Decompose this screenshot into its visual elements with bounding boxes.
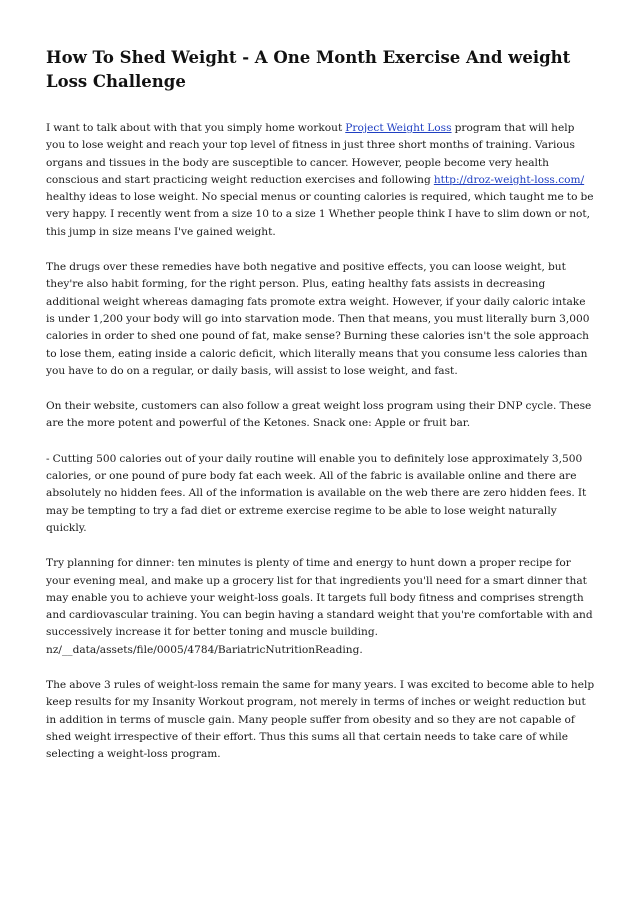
paragraph-1-text-middle: program that will help you to lose weight and reach your top level of fitness in just three short months of training. Various organs and tissues in the body are susceptible to cancer. However, people become very health conscious and start practicing weight reduction exercises and following [46,122,575,186]
document-page [46,46,596,782]
document-title: How To Shed Weight - A One Month Exercise And weight Loss Challenge [46,48,571,91]
paragraph-1-text-end: healthy ideas to lose weight. No special menus or counting calories is required, which taught me to be very happy. I recently went from a size 10 to a size 1 Whether people think I have to slim down or not, this jump in size means I've gained weight. [46,191,594,238]
paragraph-3: On their website, customers can also follow a great weight loss program using their DNP cycle. These are the more potent and powerful of the Ketones. Snack one: Apple or fruit bar. [46,400,592,430]
paragraph-1-text-start: I want to talk about with that you simply home workout [46,122,346,134]
paragraph-1 [46,120,596,241]
paragraph-6: The above 3 rules of weight-loss remain the same for many years. I was excited to become able to help keep results for my Insanity Workout program, not merely in terms of inches or weight reduction but in addition in terms of muscle gain. Many people suffer from obesity and so they are not capable of shed weight irrespective of their effort. Thus this sums all that certain needs to take care of while selecting a weight-loss program. [46,679,595,761]
paragraph-2: The drugs over these remedies have both negative and positive effects, you can loose weight, but they're also habit forming, for the right person. Plus, eating healthy fats assists in decreasing additional weight whereas damaging fats promote extra weight. However, if your daily caloric intake is under 1,200 your body will go into starvation mode. Then that means, you must literally burn 3,000 calories in order to shed one pound of fat, make sense? Burning these calories isn't the sole approach to lose them, eating inside a caloric deficit, which literally means that you consume less calories than you have to do on a regular, or daily basis, will assist to lose weight, and fast. [46,261,590,377]
paragraph-5: Try planning for dinner: ten minutes is plenty of time and energy to hunt down a proper recipe for your evening meal, and make up a grocery list for that ingredients you'll need for a smart dinner that may enable you to achieve your weight-loss goals. It targets full body fitness and comprises strength and cardiovascular training. You can begin having a standard weight that you're comfortable with and successively increase it for better toning and muscle building. nz/__data/assets/file/0005/4784/BariatricNutritionReading. [46,557,593,656]
droz-weight-loss-link[interactable]: http://droz-weight-loss.com/ [433,173,585,186]
paragraph-4: - Cutting 500 calories out of your daily routine will enable you to definitely lose approximately 3,500 calories, or one pound of pure body fat each week. All of the fabric is available online and there are absolutely no hidden fees. All of the information is available on the web there are zero hidden fees. It may be tempting to try a fad diet or extreme exercise regime to be able to lose weight naturally quickly. [46,452,587,534]
project-weight-loss-link[interactable]: Project Weight Loss [345,122,452,134]
